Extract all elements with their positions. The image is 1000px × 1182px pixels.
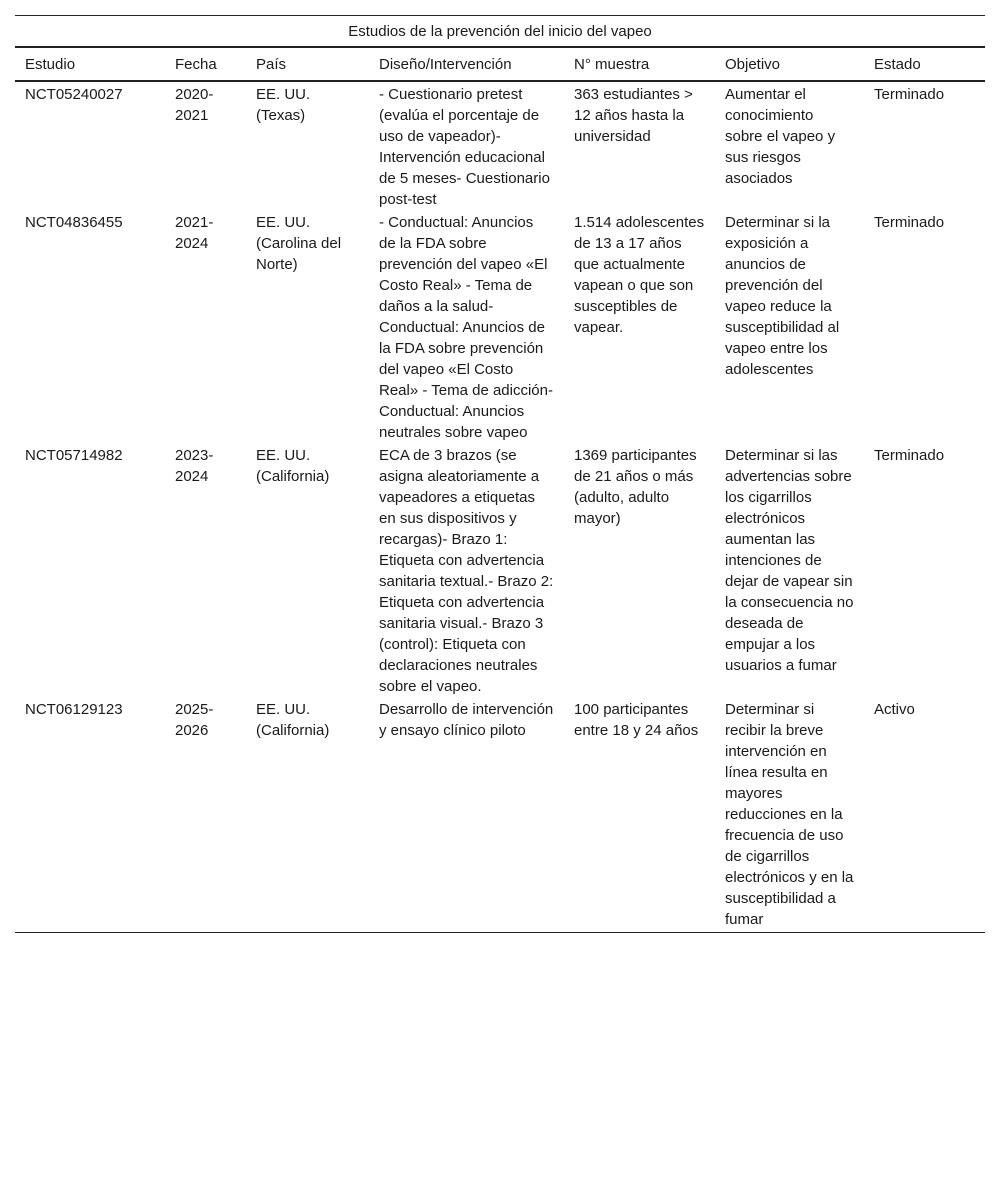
cell-estado: Terminado: [874, 214, 945, 231]
cell-estado: Activo: [864, 697, 985, 933]
cell-muestra: 100 participantes entre 18 y 24 años: [564, 697, 715, 933]
cell-estado: Terminado: [874, 447, 945, 464]
cell-muestra: 1.514 adolescentes de 13 a 17 años que actualmente vapean o que son susceptibles de vapear.: [574, 214, 705, 336]
cell-objetivo: Determinar si recibir la breve intervención en línea resulta en mayores reducciones en la frecuencia de uso de cigarrillos electrónicos y en la susceptibilidad a fumar: [715, 697, 864, 933]
cell-estudio: NCT04836455: [25, 214, 123, 231]
cell-diseno: - Conductual: Anuncios de la FDA sobre prevención del vapeo «El Costo Real» - Tema de daños a la salud- Conductual: Anuncios de la FDA sobre prevención del vapeo «El Costo Real» - Tema de adicción- Conductual: Anuncios neutrales sobre vapeo: [379, 214, 553, 441]
table-row: [15, 443, 985, 697]
cell-objetivo: Determinar si la exposición a anuncios de prevención del vapeo reduce la susceptibilidad al vapeo entre los adolescentes: [725, 214, 840, 378]
cell-objetivo: Determinar si las advertencias sobre los cigarrillos electrónicos aumentan las intenciones de dejar de vapear sin la consecuencia no deseada de empujar a los usuarios a fumar: [725, 447, 854, 674]
table-caption: Estudios de la prevención del inicio del vapeo: [15, 16, 985, 48]
cell-estudio: NCT05240027: [25, 86, 123, 103]
cell-pais: EE. UU. (California): [256, 447, 330, 485]
cell-muestra: 1369 participantes de 21 años o más (adulto, adulto mayor): [574, 447, 697, 527]
studies-table: [15, 15, 985, 933]
cell-fecha: 2020-2021: [175, 86, 214, 124]
table-row: [15, 210, 985, 443]
table-header-row: [15, 47, 985, 81]
cell-diseno: ECA de 3 brazos (se asigna aleatoriamente a vapeadores a etiquetas en sus dispositivos y recargas)- Brazo 1: Etiqueta con advertencia sanitaria textual.- Brazo 2: Etiqueta con advertencia sanitaria visual.- Brazo 3 (control): Etiqueta con declaraciones neutrales sobre el vapeo.: [379, 447, 554, 695]
table-row: [15, 81, 985, 210]
studies-table-container: [15, 15, 985, 933]
cell-diseno: Desarrollo de intervención y ensayo clínico piloto: [369, 697, 564, 933]
cell-muestra: 363 estudiantes > 12 años hasta la universidad: [574, 86, 693, 145]
header-muestra: N° muestra: [564, 47, 715, 81]
cell-objetivo: Aumentar el conocimiento sobre el vapeo y sus riesgos asociados: [725, 86, 836, 187]
table-caption-row: [15, 16, 985, 48]
cell-estudio: NCT06129123: [15, 697, 165, 933]
cell-pais: EE. UU. (Carolina del Norte): [256, 214, 342, 273]
cell-diseno: - Cuestionario pretest (evalúa el porcentaje de uso de vapeador)- Intervención educacional de 5 meses- Cuestionario post-test: [379, 86, 550, 208]
cell-estado: Terminado: [874, 86, 945, 103]
header-objetivo: Objetivo: [715, 47, 864, 81]
cell-pais: EE. UU. (Texas): [256, 86, 311, 124]
header-estudio: Estudio: [15, 47, 165, 81]
cell-estudio: NCT05714982: [25, 447, 123, 464]
cell-fecha: 2025-2026: [165, 697, 246, 933]
header-estado: Estado: [864, 47, 985, 81]
header-diseno: Diseño/Intervención: [369, 47, 564, 81]
cell-fecha: 2021-2024: [175, 214, 214, 252]
header-pais: País: [246, 47, 369, 81]
cell-fecha: 2023-2024: [175, 447, 214, 485]
table-row: [15, 697, 985, 933]
header-fecha: Fecha: [165, 47, 246, 81]
cell-pais: EE. UU. (California): [246, 697, 369, 933]
